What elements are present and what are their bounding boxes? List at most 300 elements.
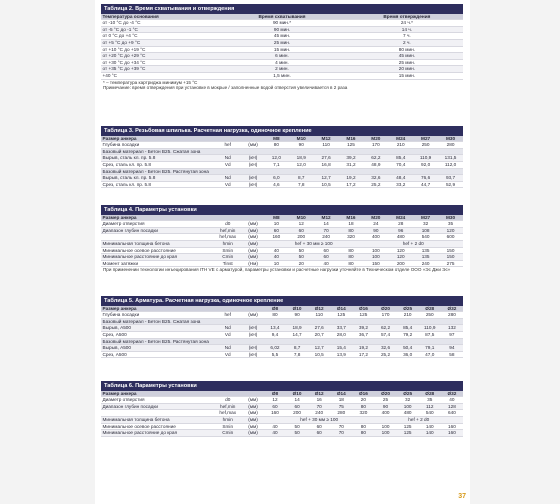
table-cell: (кН): [242, 161, 264, 168]
table-cell: 125: [339, 142, 364, 149]
table-row: [101, 247, 463, 254]
table-cell: hef + 2 d0: [363, 240, 463, 247]
table-cell: (мм): [242, 397, 264, 404]
table-cell: 480: [397, 410, 419, 417]
table-cell: 15 мин.: [213, 46, 351, 53]
table-cell: 60: [314, 247, 339, 254]
table-cell: 4,6: [264, 181, 289, 188]
table-cell: 60: [289, 227, 314, 234]
table-cell: M30: [438, 136, 463, 142]
table-cell: 90: [286, 312, 308, 319]
table-cell: 112: [419, 403, 441, 410]
table-cell: [101, 234, 213, 241]
table-row: [101, 254, 463, 261]
table-row: [101, 72, 463, 79]
table-row: [101, 181, 463, 188]
table-cell: 10: [264, 260, 289, 267]
table-cell: +40 °С: [101, 72, 213, 79]
table-cell: 27,6: [314, 155, 339, 162]
table-cell: Вырыв, сталь кл. пр. 5.8: [101, 155, 213, 162]
table-cell: Базовый материал - Бетон B25. Растянутая зона: [101, 168, 463, 175]
table-cell: 12,7: [314, 175, 339, 182]
table-cell: Ø28: [419, 391, 441, 397]
table-cell: M8: [264, 215, 289, 221]
table-cell: (мм): [242, 247, 264, 254]
table-cell: Вырыв, А500: [101, 345, 213, 352]
table-cell: Ø12: [308, 306, 330, 312]
table-cell: 36,0: [397, 351, 419, 358]
table-cell: 60: [314, 254, 339, 261]
table-cell: 125: [397, 430, 419, 437]
table-cell: 90 мин.: [213, 26, 351, 33]
table-cell: Размер анкера: [101, 306, 213, 312]
table-cell: Vd: [213, 161, 242, 168]
table-row: [101, 148, 463, 155]
table-cell: Ø8: [264, 306, 286, 312]
table-cell: Ø32: [441, 306, 463, 312]
table-cell: M24: [388, 136, 413, 142]
table-cell: Глубина посадки: [101, 142, 213, 149]
table-row: [101, 234, 463, 241]
table-cell: Nd: [213, 155, 242, 162]
table-cell: 17,2: [352, 351, 374, 358]
table-cell: 32: [397, 397, 419, 404]
table-cell: 4 мин.: [213, 59, 351, 66]
table-cell: 40: [264, 254, 289, 261]
table-cell: 90: [363, 227, 388, 234]
table-cell: Tinst: [213, 260, 242, 267]
table-row: [101, 351, 463, 358]
table-cell: Ø16: [352, 306, 374, 312]
table-row: [101, 423, 463, 430]
table-cell: Срез, сталь кл. пр. 5.8: [101, 181, 213, 188]
table-cell: 80: [352, 403, 374, 410]
table-cell: 32,6: [374, 345, 396, 352]
table-cell: 540: [413, 234, 438, 241]
table-cell: M24: [388, 215, 413, 221]
table-cell: Ø20: [374, 391, 396, 397]
table-cell: 18,9: [289, 155, 314, 162]
table-cell: Ø14: [330, 306, 352, 312]
table-cell: 80 мин.: [351, 46, 463, 53]
table-cell: M8: [264, 136, 289, 142]
table-cell: 160: [441, 423, 463, 430]
table-cell: 40: [264, 247, 289, 254]
table-cell: 8,7: [289, 175, 314, 182]
table-cell: 108: [413, 227, 438, 234]
table-row: [101, 175, 463, 182]
table3: [101, 136, 463, 189]
table-cell: (мм): [242, 240, 264, 247]
table-cell: (мм): [242, 312, 264, 319]
table-cell: 25: [374, 397, 396, 404]
table2-title: Таблица 2. Время схватывания и отверждения: [101, 4, 463, 14]
table-cell: Минимальная толщина бетона: [101, 240, 213, 247]
table-cell: hef + 30 мм ≥ 100: [264, 416, 375, 423]
table-cell: Nd: [213, 345, 242, 352]
table-cell: 132: [441, 325, 463, 332]
table-cell: 70,4: [388, 161, 413, 168]
table2-block: [101, 4, 463, 91]
table-cell: Ø32: [441, 391, 463, 397]
table-cell: 14: [314, 221, 339, 228]
table-cell: 12,7: [308, 345, 330, 352]
table-cell: hmin: [213, 416, 242, 423]
table-cell: 60: [286, 403, 308, 410]
table-cell: 76,6: [413, 175, 438, 182]
table-cell: (кН): [242, 325, 264, 332]
table-cell: 10,5: [308, 351, 330, 358]
table-cell: 20 мин.: [351, 66, 463, 73]
table-cell: 35: [438, 221, 463, 228]
table-cell: M10: [289, 136, 314, 142]
table-cell: 9,4: [264, 331, 286, 338]
table-cell: 93,7: [438, 175, 463, 182]
table-cell: 80: [339, 260, 364, 267]
table-cell: (кН): [242, 351, 264, 358]
table-cell: 600: [438, 234, 463, 241]
table2: [101, 14, 463, 80]
table-cell: 70: [330, 423, 352, 430]
table4-title: Таблица 4. Параметры установки: [101, 205, 463, 215]
table-cell: 210: [388, 142, 413, 149]
table-cell: 100: [374, 430, 396, 437]
table-cell: hef,max: [213, 410, 242, 417]
table-cell: Nd: [213, 325, 242, 332]
table-cell: 2 мин.: [213, 66, 351, 73]
table-cell: Размер анкера: [101, 391, 213, 397]
table-cell: от 0 °С до +4 °С: [101, 33, 213, 40]
table-cell: hef,min: [213, 403, 242, 410]
table-cell: (мм): [242, 410, 264, 417]
table-row: [101, 338, 463, 345]
table-cell: 280: [438, 142, 463, 149]
table-cell: Диаметр отверстия: [101, 397, 213, 404]
table-cell: 80: [352, 423, 374, 430]
table-cell: hef,min: [213, 227, 242, 234]
table-cell: Срез, сталь кл. пр. 5.8: [101, 161, 213, 168]
table-cell: 12,0: [289, 161, 314, 168]
table-cell: Момент затяжки: [101, 260, 213, 267]
table-cell: hef: [213, 142, 242, 149]
table-cell: 131,5: [438, 155, 463, 162]
table-cell: 160: [441, 430, 463, 437]
table-row: [101, 260, 463, 267]
table-row: [101, 168, 463, 175]
table-cell: 400: [363, 234, 388, 241]
table-cell: (кН): [242, 331, 264, 338]
table-cell: 60: [308, 430, 330, 437]
table6-title: Таблица 6. Параметры установки: [101, 381, 463, 391]
table-cell: 400: [374, 410, 396, 417]
table-cell: 125: [352, 312, 374, 319]
table-cell: 17,2: [339, 181, 364, 188]
table-row: [101, 410, 463, 417]
table-cell: 80: [264, 142, 289, 149]
table-row: [101, 345, 463, 352]
table-cell: 33,2: [388, 181, 413, 188]
table-cell: 52,9: [438, 181, 463, 188]
table-cell: 70: [330, 430, 352, 437]
table-cell: Cmin: [213, 254, 242, 261]
table-cell: M16: [339, 136, 364, 142]
table-cell: 45 мин.: [213, 33, 351, 40]
table-cell: (кН): [242, 181, 264, 188]
table-cell: M27: [413, 215, 438, 221]
table-cell: 100: [363, 247, 388, 254]
table-cell: 250: [419, 312, 441, 319]
table-cell: 100: [363, 254, 388, 261]
table-cell: (мм): [242, 221, 264, 228]
table-cell: 70: [308, 403, 330, 410]
table-cell: (мм): [242, 227, 264, 234]
table-cell: от -10 °С до -4 °С: [101, 20, 213, 27]
table-cell: Минимальное расстояние до края: [101, 430, 213, 437]
table-cell: 280: [441, 312, 463, 319]
table-cell: 16,8: [314, 161, 339, 168]
table-cell: 25 мин.: [213, 39, 351, 46]
table-cell: 150: [438, 254, 463, 261]
table-row: [101, 20, 463, 27]
table-cell: 170: [363, 142, 388, 149]
table5: [101, 306, 463, 359]
table-cell: 32: [413, 221, 438, 228]
table3-block: [101, 126, 463, 188]
table-cell: 31,2: [339, 161, 364, 168]
table-cell: 25,2: [374, 351, 396, 358]
table-cell: 79,1: [419, 345, 441, 352]
table-cell: (мм): [242, 142, 264, 149]
table-cell: 48,9: [363, 161, 388, 168]
table-cell: 18: [330, 397, 352, 404]
table-cell: 200: [286, 410, 308, 417]
table-cell: 25,2: [363, 181, 388, 188]
table-cell: 112,0: [438, 161, 463, 168]
table5-title: Таблица 5. Арматура. Расчетная нагрузка, одиночное крепление: [101, 296, 463, 306]
table-cell: Smin: [213, 247, 242, 254]
table-cell: 32,6: [363, 175, 388, 182]
table-row: [101, 227, 463, 234]
table-cell: M12: [314, 215, 339, 221]
table-row: [101, 312, 463, 319]
table-cell: M20: [363, 215, 388, 221]
table-cell: M16: [339, 215, 364, 221]
table-cell: (кН): [242, 175, 264, 182]
table-cell: 40: [441, 397, 463, 404]
table-cell: 40: [264, 430, 286, 437]
table-cell: 20: [352, 397, 374, 404]
table-cell: 15 мин.: [351, 72, 463, 79]
table-cell: 90: [374, 403, 396, 410]
table-cell: 200: [388, 260, 413, 267]
table-cell: M30: [438, 215, 463, 221]
table-cell: 50: [289, 254, 314, 261]
table-cell: (мм): [242, 403, 264, 410]
table-cell: M12: [314, 136, 339, 142]
table-cell: 8,7: [286, 345, 308, 352]
table-cell: 240: [413, 260, 438, 267]
table6-block: [101, 381, 463, 437]
table-cell: Базовый материал - Бетон B25. Сжатая зона: [101, 148, 463, 155]
table-cell: от +10 °С до +19 °С: [101, 46, 213, 53]
table-cell: 80: [339, 247, 364, 254]
table-cell: 275: [438, 260, 463, 267]
table-cell: 6,0: [264, 175, 289, 182]
table-cell: 27,6: [308, 325, 330, 332]
table-row: [101, 397, 463, 404]
table-cell: 13,4: [264, 325, 286, 332]
table-cell: 50: [289, 247, 314, 254]
table-cell: 97: [441, 331, 463, 338]
table-cell: Размер анкера: [101, 136, 213, 142]
table-row: [101, 155, 463, 162]
table-row: [101, 325, 463, 332]
table-cell: 60: [308, 423, 330, 430]
table-cell: 150: [363, 260, 388, 267]
table-cell: 150: [438, 247, 463, 254]
table-cell: Ø16: [352, 391, 374, 397]
table-cell: 80: [339, 254, 364, 261]
table-cell: 18: [339, 221, 364, 228]
table-cell: Вырыв, А500: [101, 325, 213, 332]
table-cell: 39,2: [339, 155, 364, 162]
table-cell: Время схватывания: [213, 14, 351, 20]
table-cell: (мм): [242, 254, 264, 261]
table-cell: 240: [314, 234, 339, 241]
table-cell: 160: [264, 410, 286, 417]
table-cell: 540: [419, 410, 441, 417]
table-cell: 62,2: [363, 155, 388, 162]
table-cell: 2 ч.: [351, 39, 463, 46]
table-cell: 13,9: [330, 351, 352, 358]
table-cell: 24 ч.*: [351, 20, 463, 27]
table-row: [101, 318, 463, 325]
table-cell: от +30 °С до +34 °С: [101, 59, 213, 66]
table-cell: 135: [413, 247, 438, 254]
table-cell: 48,4: [388, 175, 413, 182]
table-cell: hef,max: [213, 234, 242, 241]
table-row: [101, 240, 463, 247]
table-cell: Глубина посадки: [101, 312, 213, 319]
table-cell: 100: [374, 423, 396, 430]
table-row: [101, 161, 463, 168]
table-cell: 6 мин.: [213, 53, 351, 60]
table-cell: Vd: [213, 351, 242, 358]
table-cell: от +5 °С до +9 °С: [101, 39, 213, 46]
table-cell: 70: [314, 227, 339, 234]
table-cell: 125: [330, 312, 352, 319]
table-cell: 14 ч.: [351, 26, 463, 33]
table-cell: от -5 °С до -1 °С: [101, 26, 213, 33]
table6: [101, 391, 463, 437]
table-cell: 25 мин.: [351, 59, 463, 66]
table4-note: При применении технологии инъецирования ITH VE с арматурой, параметры установки и расчетные нагрузки уточняйте в Техническом отделе ООО «Эс Джи Эс»: [103, 267, 451, 273]
table-cell: 210: [397, 312, 419, 319]
table-row: [101, 14, 463, 20]
table-cell: 320: [352, 410, 374, 417]
table-cell: Размер анкера: [101, 215, 213, 221]
table-cell: Температура основания: [101, 14, 213, 20]
table-cell: Базовый материал - Бетон B25. Сжатая зона: [101, 318, 463, 325]
table-cell: 28,0: [330, 331, 352, 338]
table-cell: 16: [308, 397, 330, 404]
table-row: [101, 39, 463, 46]
table-cell: Минимальное осевое расстояние: [101, 423, 213, 430]
table-cell: 50,4: [397, 345, 419, 352]
table-cell: Вырыв, сталь кл. пр. 5.8: [101, 175, 213, 182]
table-cell: 90 мин.*: [213, 20, 351, 27]
table-cell: 33,7: [330, 325, 352, 332]
table5-block: [101, 296, 463, 358]
table-cell: 170: [374, 312, 396, 319]
table-cell: Nd: [213, 175, 242, 182]
table-cell: 15,4: [330, 345, 352, 352]
table-cell: d0: [213, 221, 242, 228]
table-cell: 60: [264, 227, 289, 234]
table-row: [101, 416, 463, 423]
table-cell: hef: [213, 312, 242, 319]
table-cell: 60: [264, 403, 286, 410]
table-cell: 12: [264, 397, 286, 404]
table-row: [101, 59, 463, 66]
table-cell: 120: [388, 247, 413, 254]
table-cell: Срез, А500: [101, 331, 213, 338]
table-cell: 57,4: [374, 331, 396, 338]
table-cell: Диапазон глубин посадки: [101, 403, 213, 410]
table-cell: 12,0: [264, 155, 289, 162]
table-cell: 28: [388, 221, 413, 228]
table-cell: 79,2: [397, 331, 419, 338]
table-row: [101, 46, 463, 53]
table-cell: 40: [264, 423, 286, 430]
table-cell: 280: [330, 410, 352, 417]
table-cell: 7,8: [289, 181, 314, 188]
table-cell: 250: [413, 142, 438, 149]
table-cell: (мм): [242, 234, 264, 241]
table-cell: 36,7: [352, 331, 374, 338]
table2-note-2: Примечание: время отверждения при установке в мокрые / заполненные водой отверстия увеличивается в 2 раза: [103, 85, 348, 91]
table-cell: Ø12: [308, 391, 330, 397]
table-cell: Ø25: [397, 391, 419, 397]
table2-note-1: * – температура картриджа минимум +15 °С: [103, 79, 198, 85]
table-cell: 80: [264, 312, 286, 319]
table-cell: (кН): [242, 345, 264, 352]
table-cell: 50: [286, 423, 308, 430]
table-cell: 120: [388, 254, 413, 261]
table-cell: 140: [419, 430, 441, 437]
table-cell: Cmin: [213, 430, 242, 437]
table-row: [101, 66, 463, 73]
table-cell: 45 мин.: [351, 53, 463, 60]
table-cell: 7 ч.: [351, 33, 463, 40]
table-cell: M27: [413, 136, 438, 142]
table-cell: 14: [286, 397, 308, 404]
table-cell: Диапазон глубин посадки: [101, 227, 213, 234]
table-cell: (кН): [242, 155, 264, 162]
table-cell: (мм): [242, 430, 264, 437]
table4: [101, 215, 463, 268]
table-cell: 135: [413, 254, 438, 261]
table-cell: 10: [264, 221, 289, 228]
table-cell: 35: [419, 397, 441, 404]
table-cell: 125: [397, 423, 419, 430]
table-cell: 240: [308, 410, 330, 417]
table-cell: 10,5: [314, 181, 339, 188]
table-cell: 110: [314, 142, 339, 149]
table-cell: 120: [438, 227, 463, 234]
table-row: [101, 26, 463, 33]
table-cell: 200: [289, 234, 314, 241]
